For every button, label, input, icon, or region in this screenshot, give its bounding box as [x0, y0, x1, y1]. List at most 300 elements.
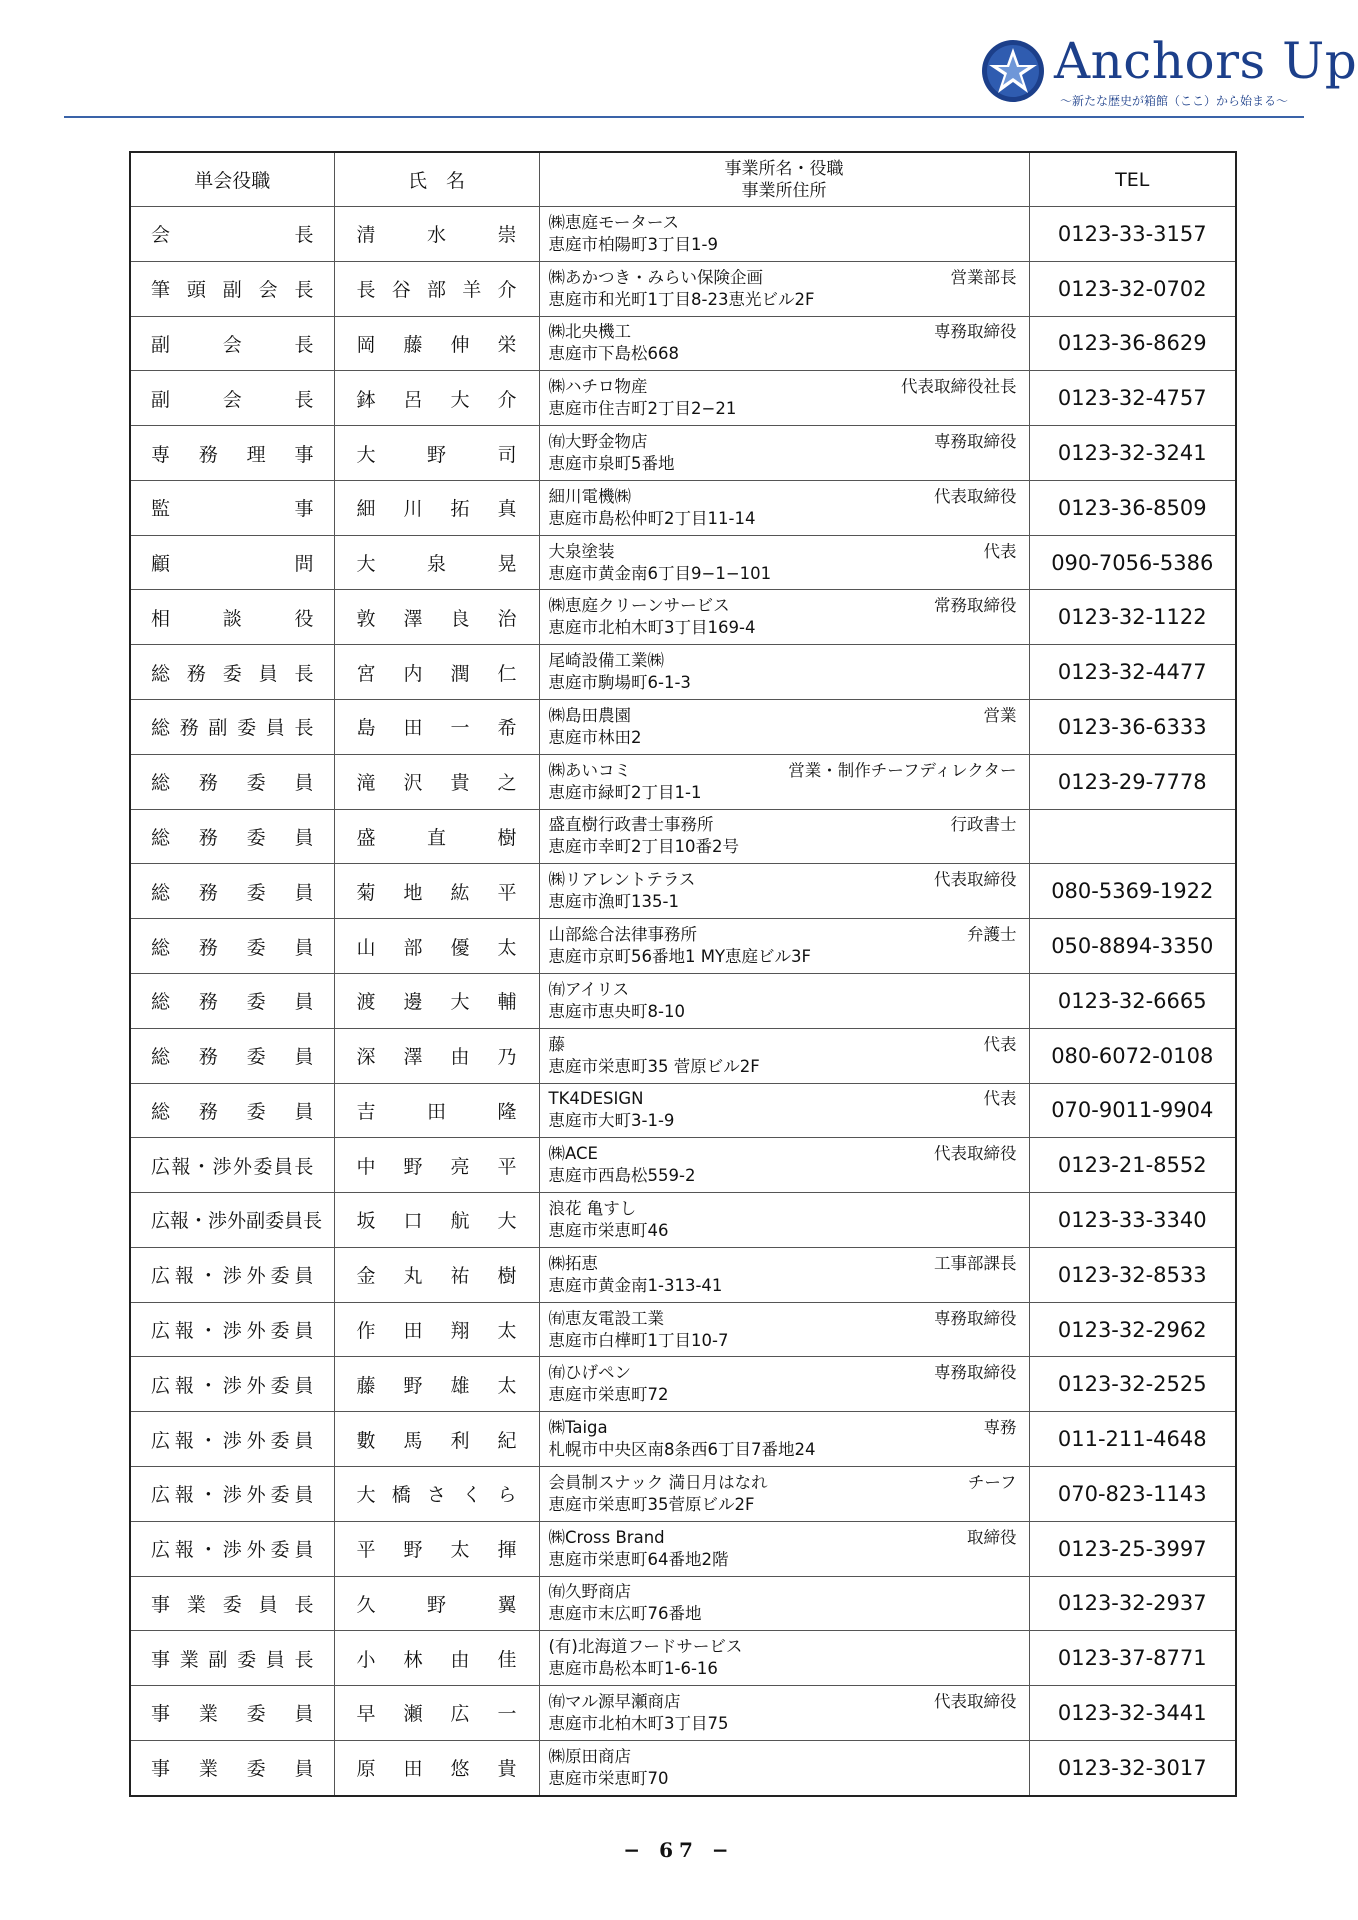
table-row — [130, 1193, 1236, 1248]
glyph: 谷 — [391, 279, 411, 302]
glyph: 頭 — [186, 279, 206, 302]
office-line — [549, 321, 1017, 343]
tel-cell: 0123-32-6665 — [1029, 973, 1236, 1028]
office-address: 恵庭市泉町5番地 — [548, 454, 675, 474]
glyph: 馬 — [403, 1429, 423, 1452]
name-cell — [334, 316, 539, 371]
glyph: 細 — [356, 498, 376, 521]
name-cell — [334, 1138, 539, 1193]
office-address: 恵庭市島松本町1-6-16 — [548, 1659, 718, 1679]
office-name: ㈲ひげペン — [548, 1363, 631, 1383]
office-line — [549, 1581, 1017, 1603]
glyph: 務 — [198, 881, 218, 904]
name-cell — [334, 1466, 539, 1521]
glyph: 員 — [258, 1593, 278, 1616]
role-cell-text — [151, 1535, 314, 1562]
glyph: 委 — [246, 1703, 266, 1726]
office-cell — [539, 1247, 1029, 1302]
office-name: ㈲恵友電設工業 — [548, 1308, 664, 1328]
name-cell — [334, 864, 539, 919]
office-line — [549, 1417, 1017, 1439]
tel-cell: 090-7056-5386 — [1029, 535, 1236, 590]
glyph: 外 — [246, 1429, 266, 1452]
office-name: ㈱北央機工 — [548, 322, 631, 342]
office-address: 恵庭市栄恵町70 — [548, 1768, 669, 1788]
glyph: 部 — [403, 936, 423, 959]
glyph: 介 — [497, 388, 517, 411]
glyph: 大 — [356, 443, 376, 466]
office-position: 取締役 — [967, 1527, 1017, 1547]
glyph: 平 — [497, 881, 517, 904]
table-row — [130, 1302, 1236, 1357]
tel-cell: 0123-32-3441 — [1029, 1686, 1236, 1741]
role-cell-text — [151, 1152, 314, 1179]
glyph: 外 — [246, 1539, 266, 1562]
role-cell — [130, 426, 334, 481]
office-position: 代表取締役 — [934, 870, 1017, 890]
office-line — [549, 541, 1017, 563]
role-cell — [130, 645, 334, 700]
office-line — [549, 1362, 1017, 1384]
tel-cell: 0123-21-8552 — [1029, 1138, 1236, 1193]
table-row — [130, 1576, 1236, 1631]
office-address: 恵庭市黄金南6丁目9−1−101 — [548, 563, 772, 583]
glyph: 大 — [356, 553, 376, 576]
glyph: 広 — [450, 1703, 470, 1726]
role-cell — [130, 1083, 334, 1138]
role-cell — [130, 371, 334, 426]
glyph: 総 — [151, 881, 171, 904]
glyph: 樹 — [497, 826, 517, 849]
name-cell — [334, 1247, 539, 1302]
glyph: 副 — [151, 333, 171, 356]
office-line — [549, 760, 1017, 782]
name-cell — [334, 1576, 539, 1631]
office-cell — [539, 316, 1029, 371]
glyph: 悠 — [450, 1758, 470, 1781]
role-cell — [130, 1138, 334, 1193]
tel-cell: 0123-32-2937 — [1029, 1576, 1236, 1631]
name-cell-text — [357, 1754, 517, 1781]
office-line — [549, 212, 1017, 234]
role-cell — [130, 1412, 334, 1467]
glyph: 田 — [403, 1320, 423, 1343]
glyph: 菊 — [356, 881, 376, 904]
office-cell — [539, 261, 1029, 316]
role-cell-text — [151, 275, 314, 302]
name-cell-text — [357, 1371, 517, 1398]
glyph: 広 — [151, 1484, 171, 1507]
name-cell — [334, 261, 539, 316]
name-cell — [334, 1193, 539, 1248]
tel-cell: 0123-32-4477 — [1029, 645, 1236, 700]
office-cell — [539, 1412, 1029, 1467]
glyph: 紘 — [450, 881, 470, 904]
glyph: 平 — [356, 1539, 376, 1562]
glyph: 數 — [356, 1429, 376, 1452]
glyph: 総 — [151, 662, 171, 685]
glyph: 野 — [426, 1593, 446, 1616]
name-cell — [334, 371, 539, 426]
office-address: 恵庭市黄金南1-313-41 — [548, 1275, 723, 1295]
tel-cell: 0123-37-8771 — [1029, 1631, 1236, 1686]
office-name: ㈱ACE — [548, 1144, 598, 1164]
office-position: 営業 — [983, 705, 1017, 725]
role-cell — [130, 754, 334, 809]
glyph: 之 — [497, 772, 517, 795]
glyph: 員 — [273, 1155, 293, 1178]
office-line — [549, 1472, 1017, 1494]
glyph: 員 — [265, 717, 285, 740]
glyph: 敦 — [356, 607, 376, 630]
glyph: 副 — [208, 717, 228, 740]
office-line — [549, 924, 1017, 946]
role-cell-text — [151, 494, 314, 521]
role-cell-text — [151, 1480, 314, 1507]
name-cell-text — [357, 1042, 517, 1069]
glyph: ・ — [189, 1210, 209, 1233]
glyph: 貴 — [450, 772, 470, 795]
office-name: 藤 — [548, 1034, 565, 1054]
glyph: 滝 — [356, 772, 376, 795]
glyph: 野 — [426, 443, 446, 466]
role-cell-text — [151, 1699, 314, 1726]
glyph: 長 — [294, 279, 314, 302]
glyph: 治 — [497, 607, 517, 630]
glyph: 報 — [171, 1155, 191, 1178]
name-cell-text — [357, 713, 517, 740]
role-cell-text — [151, 823, 314, 850]
glyph: 員 — [294, 1484, 314, 1507]
name-cell — [334, 1028, 539, 1083]
glyph: 委 — [270, 1539, 290, 1562]
table-row — [130, 1412, 1236, 1467]
office-cell — [539, 1466, 1029, 1521]
glyph: 田 — [403, 1758, 423, 1781]
office-address: 恵庭市栄恵町46 — [548, 1220, 669, 1240]
glyph: 仁 — [497, 662, 517, 685]
glyph: 良 — [450, 607, 470, 630]
glyph: 太 — [497, 1374, 517, 1397]
glyph: 委 — [246, 772, 266, 795]
table-row — [130, 590, 1236, 645]
name-cell-text — [357, 494, 517, 521]
glyph: ・ — [198, 1374, 218, 1397]
role-cell-text — [151, 987, 314, 1014]
glyph: 澤 — [403, 607, 423, 630]
glyph: 委 — [246, 826, 266, 849]
glyph: 副 — [246, 1210, 266, 1233]
glyph: 総 — [151, 717, 171, 740]
office-cell — [539, 919, 1029, 974]
glyph: 総 — [151, 936, 171, 959]
office-line — [549, 650, 1017, 672]
office-cell — [539, 973, 1029, 1028]
role-cell — [130, 809, 334, 864]
office-name: ㈱Cross Brand — [548, 1527, 665, 1547]
glyph: 広 — [151, 1265, 171, 1288]
glyph: 藤 — [403, 333, 423, 356]
glyph: 一 — [450, 717, 470, 740]
glyph: ・ — [198, 1429, 218, 1452]
office-cell — [539, 1740, 1029, 1796]
glyph: 理 — [246, 443, 266, 466]
name-cell — [334, 1740, 539, 1796]
office-line — [549, 979, 1017, 1001]
table-row — [130, 261, 1236, 316]
glyph: 呂 — [403, 388, 423, 411]
glyph: 員 — [294, 1703, 314, 1726]
glyph: 輔 — [497, 991, 517, 1014]
office-address: 恵庭市末広町76番地 — [548, 1604, 702, 1624]
glyph: 委 — [222, 662, 242, 685]
office-address: 恵庭市北柏木町3丁目75 — [548, 1713, 729, 1733]
table-header-row — [130, 152, 1236, 207]
tel-cell: 050-8894-3350 — [1029, 919, 1236, 974]
glyph: 委 — [265, 1210, 285, 1233]
glyph: 由 — [450, 1046, 470, 1069]
glyph: 総 — [151, 1100, 171, 1123]
glyph: 専 — [151, 443, 171, 466]
glyph: 翼 — [497, 1593, 517, 1616]
glyph: 紀 — [497, 1429, 517, 1452]
office-position: 代表取締役 — [934, 1691, 1017, 1711]
table-row — [130, 1521, 1236, 1576]
office-position: 代表 — [983, 1089, 1017, 1109]
office-name: ㈱恵庭クリーンサービス — [548, 596, 730, 616]
glyph: 総 — [151, 826, 171, 849]
glyph: 金 — [356, 1265, 376, 1288]
glyph: 委 — [270, 1320, 290, 1343]
office-address: 恵庭市林田2 — [548, 727, 642, 747]
office-line — [549, 267, 1017, 289]
office-position: 代表 — [983, 1034, 1017, 1054]
office-cell — [539, 1028, 1029, 1083]
glyph: 務 — [198, 1100, 218, 1123]
glyph: 澤 — [403, 1046, 423, 1069]
role-cell-text — [151, 440, 314, 467]
role-cell — [130, 261, 334, 316]
office-cell — [539, 645, 1029, 700]
office-line — [549, 1691, 1017, 1713]
tel-cell: 0123-32-1122 — [1029, 590, 1236, 645]
glyph: 問 — [294, 553, 314, 576]
glyph: 野 — [403, 1374, 423, 1397]
office-position: 専務取締役 — [934, 1308, 1017, 1328]
glyph: 作 — [356, 1320, 376, 1343]
office-position: 代表取締役 — [934, 1144, 1017, 1164]
office-cell — [539, 809, 1029, 864]
glyph: 伸 — [450, 333, 470, 356]
office-cell — [539, 590, 1029, 645]
glyph: 長 — [294, 388, 314, 411]
glyph: 平 — [497, 1155, 517, 1178]
glyph: 広 — [151, 1155, 171, 1178]
logo-title: Anchors Up — [1054, 32, 1358, 90]
table-row — [130, 1083, 1236, 1138]
role-cell — [130, 1686, 334, 1741]
name-cell-text — [357, 1097, 517, 1124]
table-row — [130, 1631, 1236, 1686]
table-row — [130, 1357, 1236, 1412]
glyph: 委 — [270, 1429, 290, 1452]
office-line — [549, 1253, 1017, 1275]
office-cell — [539, 1193, 1029, 1248]
table-row — [130, 1686, 1236, 1741]
office-position: 工事部課長 — [934, 1253, 1017, 1273]
role-cell-text — [151, 659, 314, 686]
office-cell — [539, 700, 1029, 755]
glyph: 広 — [151, 1320, 171, 1343]
glyph: 報 — [174, 1539, 194, 1562]
page-number: − 67 − — [623, 1838, 735, 1862]
glyph: 長 — [294, 717, 314, 740]
glyph: 太 — [450, 1539, 470, 1562]
glyph: 太 — [497, 1320, 517, 1343]
name-cell — [334, 480, 539, 535]
glyph: 渡 — [356, 991, 376, 1014]
glyph: 務 — [198, 991, 218, 1014]
role-cell — [130, 1028, 334, 1083]
glyph: ・ — [198, 1265, 218, 1288]
glyph: 報 — [174, 1265, 194, 1288]
role-cell — [130, 1521, 334, 1576]
glyph: 林 — [403, 1648, 423, 1671]
header-tel: TEL — [1029, 152, 1236, 207]
role-cell-text — [151, 713, 314, 740]
glyph: 沢 — [403, 772, 423, 795]
glyph: 渉 — [222, 1539, 242, 1562]
glyph: 会 — [258, 279, 278, 302]
name-cell-text — [357, 878, 517, 905]
office-address: 恵庭市白樺町1丁目10-7 — [548, 1330, 729, 1350]
glyph: 委 — [246, 881, 266, 904]
office-address: 恵庭市北柏木町3丁目169-4 — [548, 618, 756, 638]
name-cell — [334, 809, 539, 864]
tel-cell: 0123-36-6333 — [1029, 700, 1236, 755]
role-cell-text — [151, 220, 314, 247]
glyph: 筆 — [151, 279, 171, 302]
glyph: ・ — [198, 1320, 218, 1343]
glyph: 揮 — [497, 1539, 517, 1562]
role-cell-text — [151, 1590, 314, 1617]
office-name: 会員制スナック 満日月はなれ — [548, 1472, 768, 1492]
office-cell — [539, 864, 1029, 919]
name-cell-text — [357, 1535, 517, 1562]
glyph: 優 — [450, 936, 470, 959]
header-role: 単会役職 — [130, 152, 334, 207]
table-row — [130, 1740, 1236, 1796]
office-cell — [539, 1576, 1029, 1631]
glyph: 大 — [450, 991, 470, 1014]
office-address: 恵庭市柏陽町3丁目1-9 — [548, 234, 718, 254]
office-cell — [539, 1302, 1029, 1357]
glyph: 外 — [246, 1374, 266, 1397]
glyph: ら — [497, 1484, 517, 1507]
glyph: 橋 — [391, 1484, 411, 1507]
glyph: 山 — [356, 936, 376, 959]
glyph: 瀬 — [403, 1703, 423, 1726]
glyph: 委 — [253, 1155, 273, 1178]
office-line — [549, 1034, 1017, 1056]
role-cell — [130, 919, 334, 974]
glyph: 広 — [151, 1374, 171, 1397]
glyph: 晃 — [497, 553, 517, 576]
glyph: 務 — [179, 717, 199, 740]
name-cell-text — [357, 1152, 517, 1179]
glyph: 中 — [356, 1155, 376, 1178]
glyph: 早 — [356, 1703, 376, 1726]
office-name: ㈲久野商店 — [548, 1582, 631, 1602]
office-position: 常務取締役 — [934, 596, 1017, 616]
name-cell — [334, 207, 539, 262]
table-row — [130, 371, 1236, 426]
office-name: ㈲アイリス — [548, 979, 630, 999]
role-cell — [130, 864, 334, 919]
glyph: 外 — [246, 1484, 266, 1507]
office-line — [549, 376, 1017, 398]
name-cell-text — [357, 659, 517, 686]
glyph: 業 — [198, 1703, 218, 1726]
office-address: 恵庭市栄恵町35菅原ビル2F — [548, 1494, 755, 1514]
glyph: 務 — [186, 662, 206, 685]
glyph: 員 — [294, 1320, 314, 1343]
glyph: 談 — [222, 607, 242, 630]
role-cell-text — [151, 1042, 314, 1069]
glyph: 直 — [426, 826, 446, 849]
name-cell-text — [357, 330, 517, 357]
tel-cell: 0123-36-8509 — [1029, 480, 1236, 535]
office-line — [549, 595, 1017, 617]
glyph: 渉 — [222, 1484, 242, 1507]
office-position: 行政書士 — [950, 815, 1017, 835]
glyph: 会 — [222, 388, 242, 411]
glyph: 副 — [151, 388, 171, 411]
office-name: 盛直樹行政書士事務所 — [548, 815, 714, 835]
name-cell — [334, 1302, 539, 1357]
name-cell-text — [357, 1206, 517, 1233]
glyph: ・ — [198, 1484, 218, 1507]
office-address: 恵庭市西島松559-2 — [548, 1166, 696, 1186]
glyph: ・ — [198, 1539, 218, 1562]
role-cell — [130, 1247, 334, 1302]
name-cell — [334, 754, 539, 809]
role-cell-text — [151, 933, 314, 960]
role-cell-text — [151, 1206, 323, 1233]
office-address: 恵庭市幸町2丁目10番2号 — [548, 837, 739, 857]
tel-cell: 0123-32-3241 — [1029, 426, 1236, 481]
glyph: 田 — [426, 1100, 446, 1123]
glyph: さ — [426, 1484, 446, 1507]
role-cell-text — [151, 1371, 314, 1398]
glyph: 外 — [232, 1155, 252, 1178]
office-cell — [539, 1138, 1029, 1193]
name-cell — [334, 973, 539, 1028]
glyph: 報 — [170, 1210, 190, 1233]
glyph: 鉢 — [356, 388, 376, 411]
name-cell — [334, 700, 539, 755]
office-position: 代表 — [983, 541, 1017, 561]
office-position: 専務取締役 — [934, 1363, 1017, 1383]
glyph: 広 — [151, 1429, 171, 1452]
glyph: 小 — [356, 1648, 376, 1671]
logo-subtitle: 〜新たな歴史が箱館（ここ）から始まる〜 — [1060, 94, 1289, 108]
glyph: 長 — [294, 333, 314, 356]
glyph: 員 — [294, 1265, 314, 1288]
glyph: 乃 — [497, 1046, 517, 1069]
role-cell-text — [151, 878, 314, 905]
glyph: 委 — [246, 1100, 266, 1123]
